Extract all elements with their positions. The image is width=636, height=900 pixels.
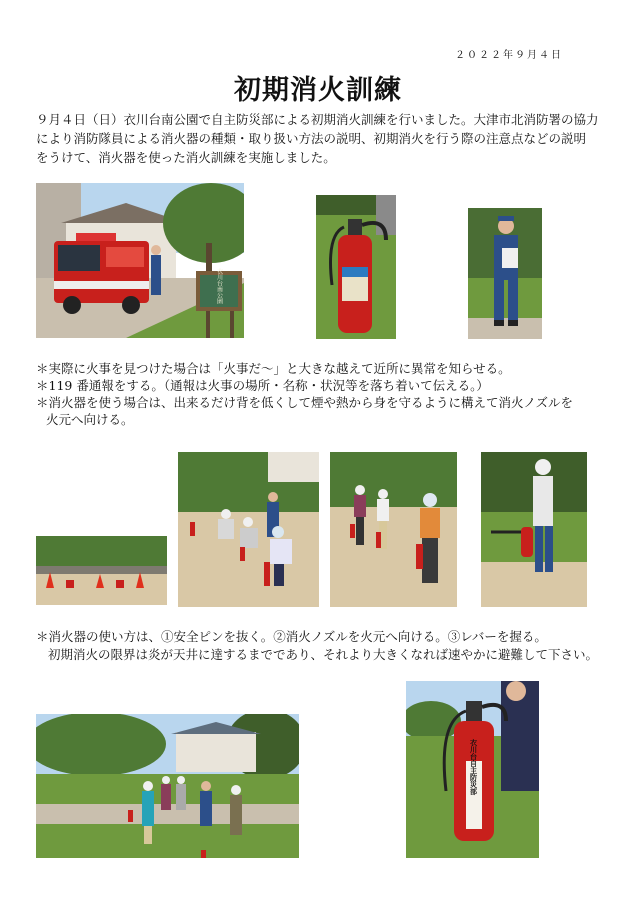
photo-group-training <box>36 714 299 858</box>
extinguisher-label: 衣川台自主防災部 <box>469 739 479 795</box>
note-line: ＊消火器を使う場合は、出来るだけ背を低くして煙や熱から身を守るように構えて消火ノズルを <box>36 395 574 410</box>
note-line: 初期消火の限界は炎が天井に達するまでであり、それより大きくなれば速やかに避難して下さい。 <box>48 647 599 662</box>
note-line: ＊119 番通報をする。（通報は火事の場所・名称・状況等を落ち着いて伝える。） <box>36 378 489 393</box>
note-line: ＊実際に火事を見つけた場合は「火事だ～」と大きな越えて近所に異常を知らせる。 <box>36 361 511 376</box>
photo-instruction <box>178 452 319 607</box>
intro-line: をうけて、消火器を使った消火訓練を実施しました。 <box>36 150 336 165</box>
photo-firefighter <box>468 208 542 339</box>
photo-trainees-spraying <box>330 452 457 607</box>
intro-paragraph <box>36 110 606 167</box>
page-title: 初期消火訓練 <box>234 75 402 106</box>
photo-extinguisher-closeup <box>406 681 539 858</box>
note-line: 火元へ向ける。 <box>46 412 134 427</box>
document-date: ２０２２年９月４日 <box>455 50 563 61</box>
photo-fire-cones <box>36 536 167 605</box>
note-line: ＊消火器の使い方は、①安全ピンを抜く。②消火ノズルを火元へ向ける。③レバーを握る。 <box>36 629 547 644</box>
photo-woman-extinguisher <box>481 452 587 607</box>
intro-line: ９月４日（日）衣川台南公園で自主防災部による初期消火訓練を行いました。大津市北消防署の協力 <box>36 112 599 127</box>
intro-line: により消防隊員による消火器の種類・取り扱い方法の説明、初期消火を行う際の注意点などの説明 <box>36 131 587 146</box>
photo-fire-truck <box>36 183 244 338</box>
usage-notes <box>36 628 616 664</box>
photo-extinguisher-grass <box>316 195 396 339</box>
park-sign-text: 衣川台南公園 <box>215 268 223 304</box>
safety-notes <box>36 360 616 428</box>
